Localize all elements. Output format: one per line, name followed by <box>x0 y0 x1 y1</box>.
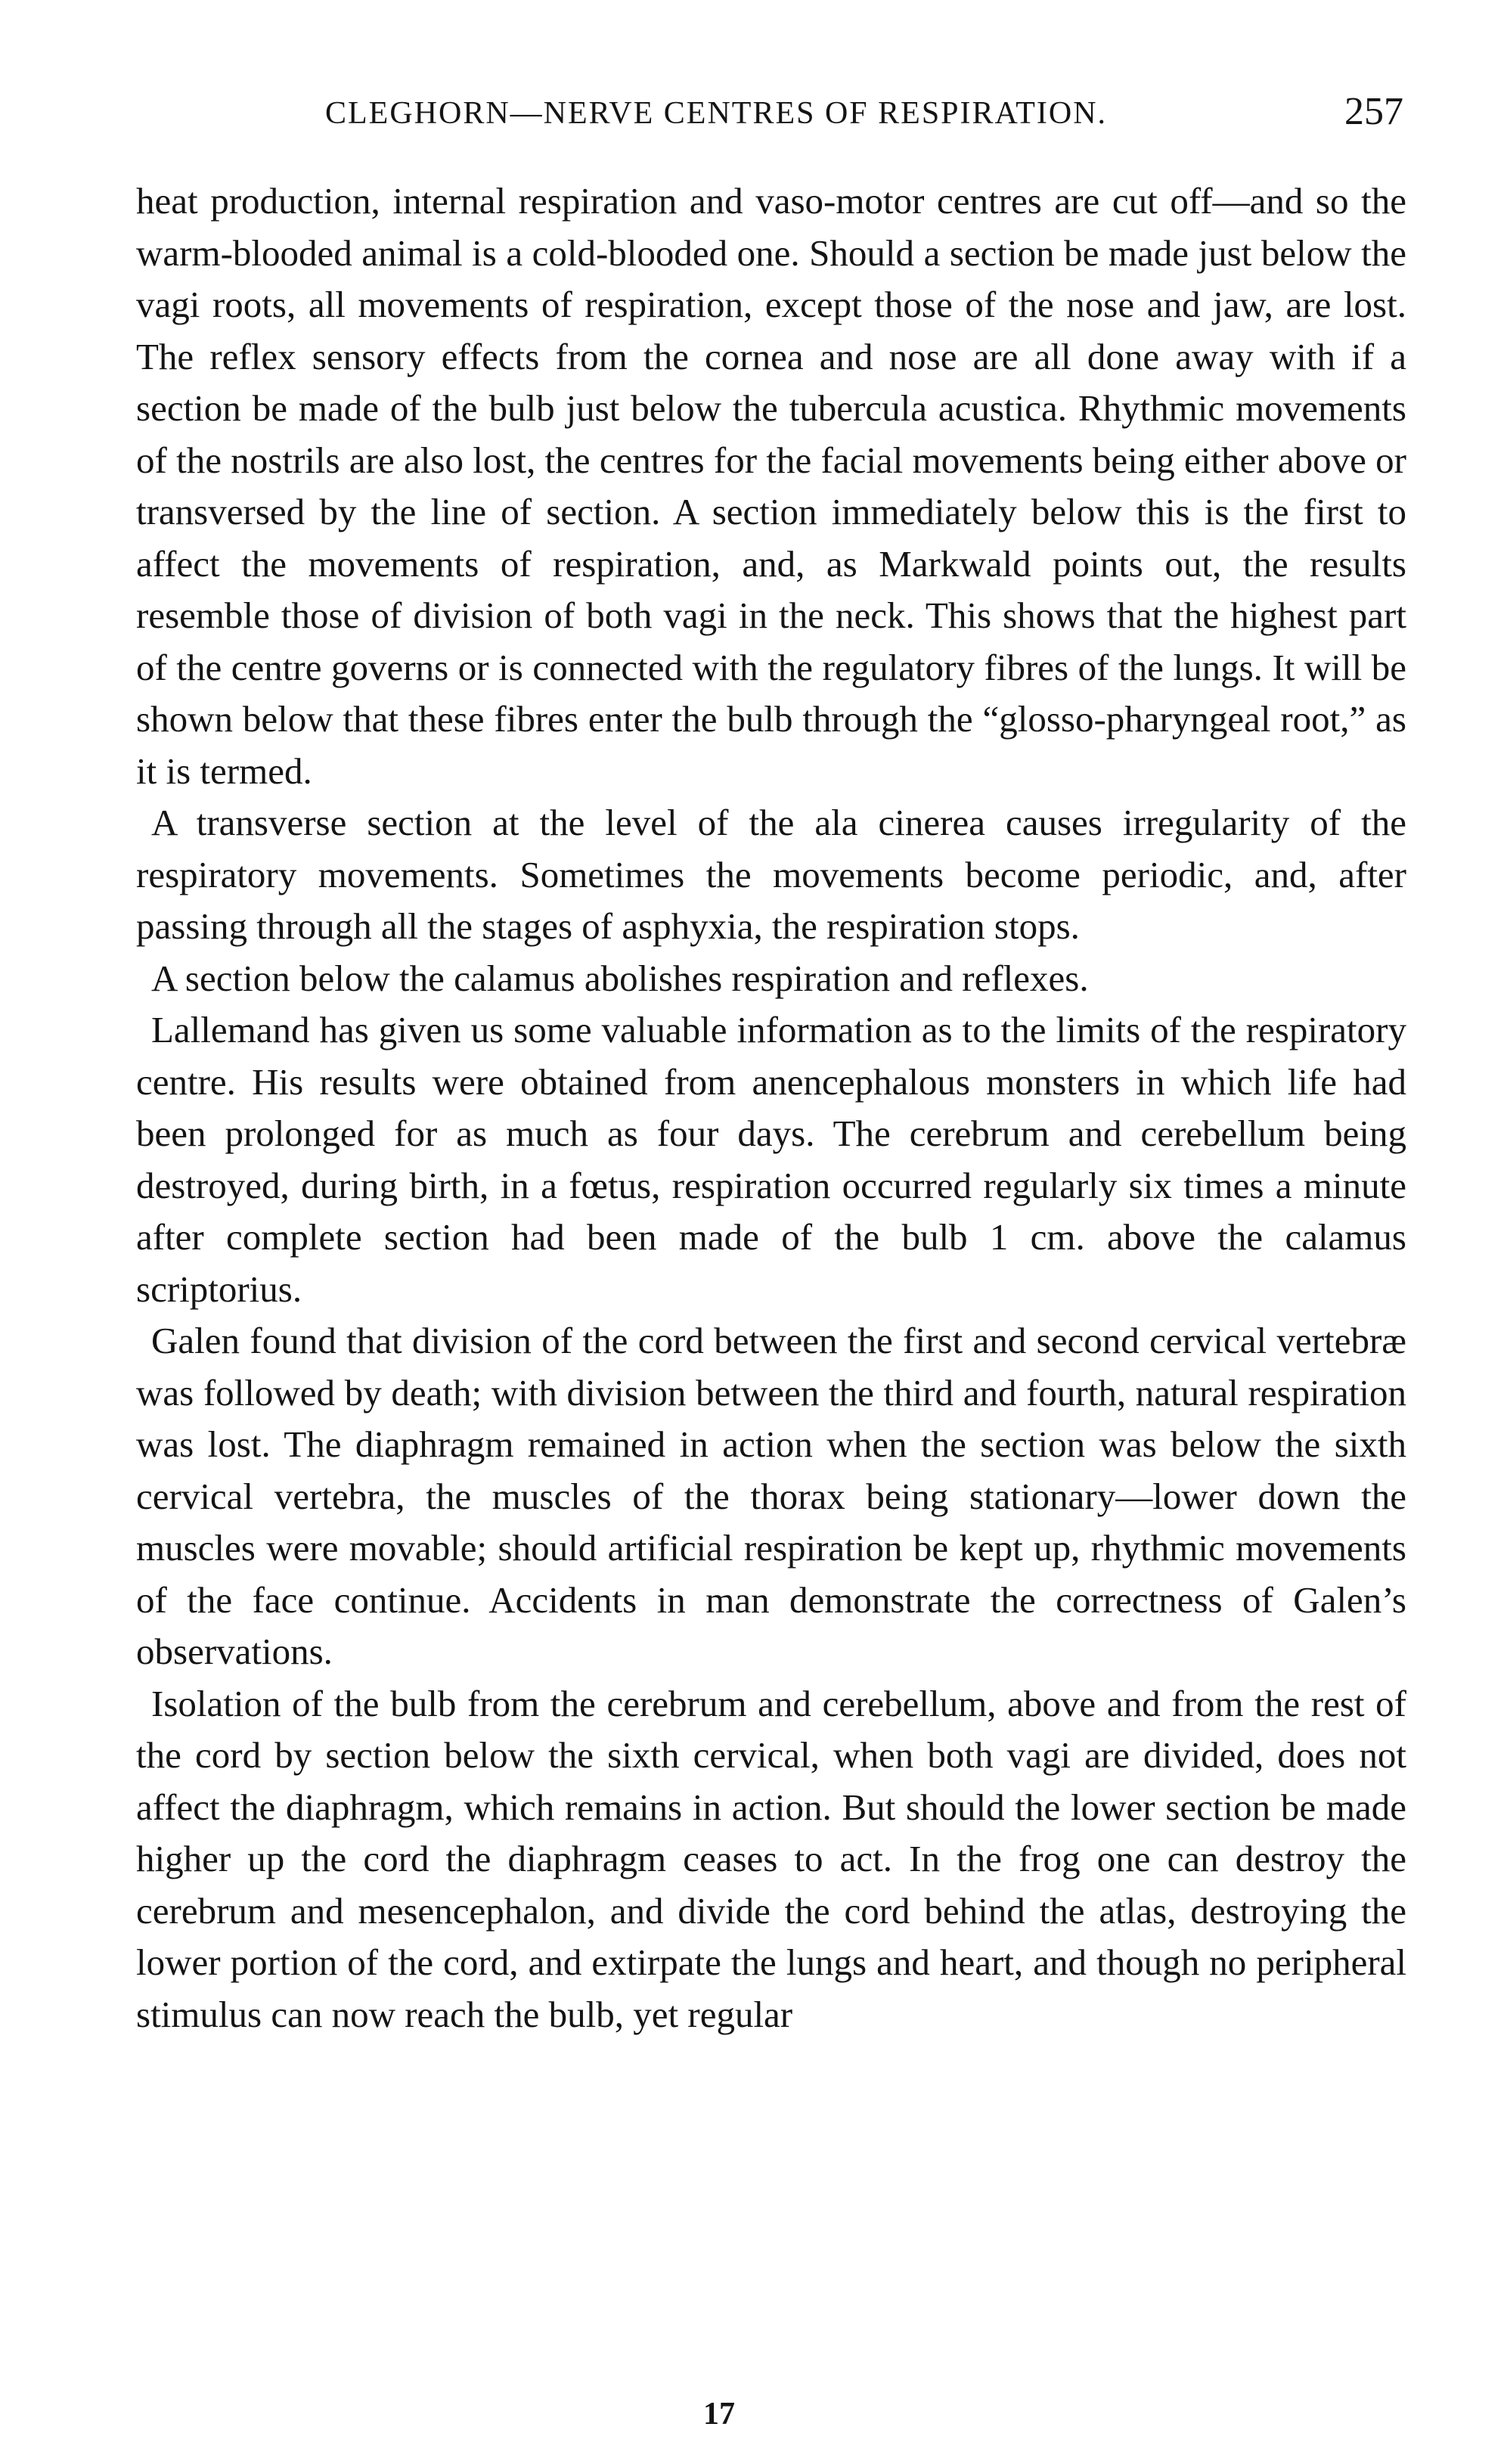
signature-mark: 17 <box>703 2397 735 2431</box>
page-header <box>136 89 1406 142</box>
paragraph-isolation: Isolation of the bulb from the cerebrum and cerebellum, above and from the rest of the cord by section below the sixth cervical, when both vagi are divided, does not affect the diaphragm, which remains in action. But should the lower section be made higher up the cord the diaphragm ceases to act. In the frog one can destroy the cerebrum and mesencephalon, and divide the cord behind the atlas, destroying the lower portion of the cord, and extirpate the lungs and heart, and though no peripheral stimulus can now reach the bulb, yet regular <box>136 1682 1406 2035</box>
page-number: 257 <box>1344 90 1403 133</box>
running-title: CLEGHORN—NERVE CENTRES OF RESPIRATION. <box>325 96 1108 131</box>
paragraph-lallemand: Lallemand has given us some valuable information as to the limits of the respiratory centre. His results were obtained from anencephalous monsters in which life had been prolonged for as much as four days. The cerebrum and cerebellum being destroyed, during birth, in a fœtus, respiration occurred regularly six times a minute after complete section had been made of the bulb 1 cm. above the calamus scriptorius. <box>136 1009 1406 1310</box>
paragraph-galen: Galen found that division of the cord between the first and second cervical vertebræ was followed by death; with division between the third and fourth, natural respiration was lost. The diaphragm remained in action when the section was below the sixth cervical vertebra, the muscles of the thorax being stationary—lower down the muscles were movable; should artificial respiration be kept up, rhythmic movements of the face continue. Accidents in man demonstrate the correctness of Galen’s observations. <box>136 1320 1406 1672</box>
paragraph-calamus: A section below the calamus abolishes respiration and reflexes. <box>151 957 1089 999</box>
paragraph-continued: heat production, internal respiration and vaso-motor centres are cut off—and so the warm-blooded animal is a cold-blooded one. Should a section be made just below the vagi roots, all movements of respiration, except those of the nose and jaw, are lost. The reflex sensory effects from the cornea and nose are all done away with if a section be made of the bulb just below the tubercula acustica. Rhythmic movements of the nostrils are also lost, the centres for the facial movements being either above or transversed by the line of section. A section immediately below this is the first to affect the movements of respiration, and, as Markwald points out, the results resemble those of division of both vagi in the neck. This shows that the highest part of the centre governs or is connected with the regulatory fibres of the lungs. It will be shown below that these fibres enter the bulb through the “glosso-pharyngeal root,” as it is termed. <box>136 180 1406 792</box>
body-text <box>136 175 1406 2040</box>
paragraph-ala-cinerea: A transverse section at the level of the ala cinerea causes irregularity of the respiratory movements. Sometimes the movements become periodic, and, after passing through all the stages of asphyxia, the respiration stops. <box>136 802 1406 947</box>
